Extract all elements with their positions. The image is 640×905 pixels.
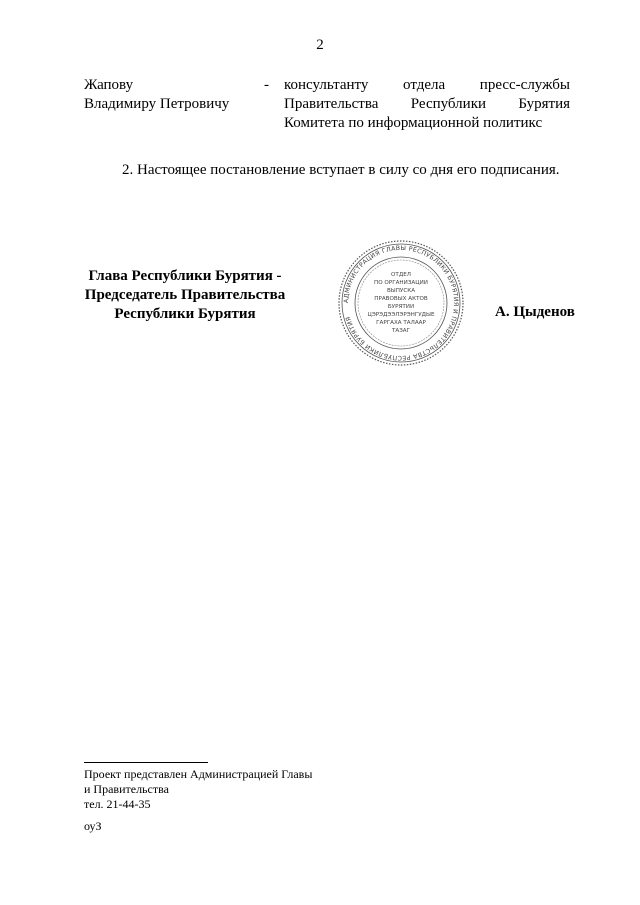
appointee-given-name: Владимиру Петровичу — [84, 96, 230, 112]
seal-graphic — [336, 238, 466, 368]
appointee-position: консультанту отдела пресс-службы Правительства Республики Бурятия Комитета по информационной политикс — [284, 77, 570, 131]
appointee-surname: Жапову — [84, 77, 134, 93]
appointee-dash: - — [264, 77, 269, 93]
seal-line-1: ОТДЕЛ — [391, 272, 411, 278]
seal-line-5: БУРЯТИИ — [387, 304, 415, 310]
signer-title-line-3: Республики Бурятия — [114, 306, 256, 322]
seal-line-2: ПО ОРГАНИЗАЦИИ — [374, 280, 428, 286]
footnote — [84, 767, 384, 812]
effective-date-clause: 2. Настоящее постановление вступает в силу со дня его подписания. — [122, 162, 560, 178]
seal-ring-text: АДМИНИСТРАЦИЯ ГЛАВЫ РЕСПУБЛИКИ БУРЯТИЯ И ПРАВИТЕЛЬСТВА РЕСПУБЛИКИ БУРЯТИЯ — [342, 244, 460, 362]
page-number: 2 — [316, 37, 324, 53]
footnote-phone: тел. 21-44-35 — [84, 797, 151, 811]
footnote-line-1: Проект представлен Администрацией Главы — [84, 767, 313, 781]
signer-name: А. Цыденов — [495, 304, 575, 320]
seal-line-7: ГАРГАХА ТАЛААР — [376, 320, 426, 326]
footnote-divider — [84, 762, 208, 763]
signer-title-line-1: Глава Республики Бурятия - — [88, 268, 282, 284]
seal-line-8: ТАЗАГ — [391, 328, 411, 334]
official-seal — [336, 238, 466, 368]
seal-line-6: ЦЭРЭДЭЭЛЭРЭНГУДЫЕ — [367, 312, 435, 318]
seal-line-4: ПРАВОВЫХ АКТОВ — [374, 296, 428, 302]
svg-text:АДМИНИСТРАЦИЯ ГЛАВЫ РЕСПУБЛИКИ — [343, 245, 459, 361]
seal-line-3: ВЫПУСКА — [386, 288, 416, 294]
document-code: оуЗ — [84, 819, 102, 833]
signer-title-line-2: Председатель Правительства — [84, 287, 286, 303]
footnote-line-2: и Правительства — [84, 782, 169, 796]
signer-title — [80, 267, 290, 324]
appointee-name — [84, 76, 254, 114]
